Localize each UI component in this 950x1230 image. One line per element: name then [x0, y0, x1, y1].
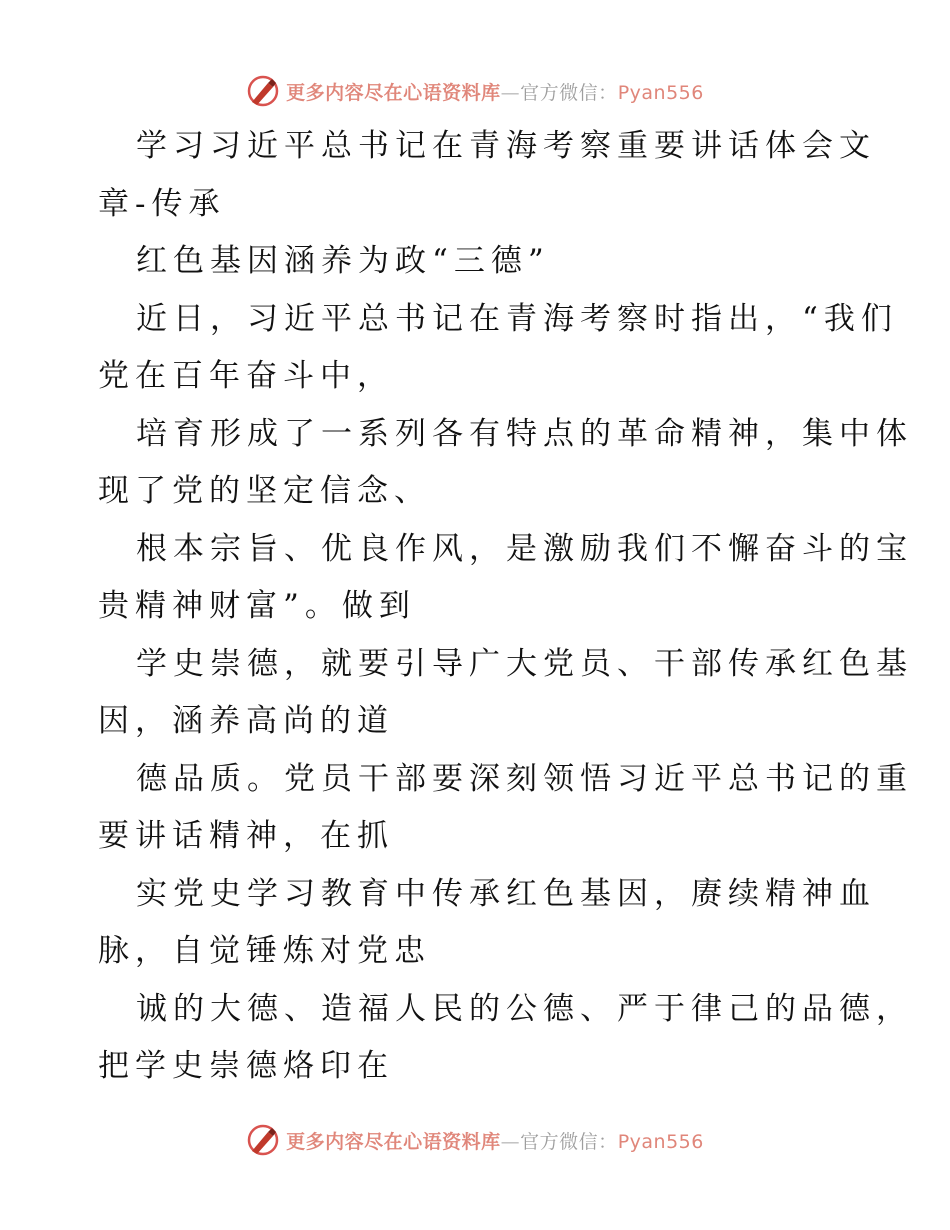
pen-nib-circle-icon — [246, 1123, 280, 1157]
paragraph-title: 学习习近平总书记在青海考察重要讲话体会文 章-传承 — [98, 128, 876, 222]
paragraph: 培育形成了一系列各有特点的革命精神，集中体 现了党的坚定信念、 — [98, 415, 913, 509]
footer-watermark — [0, 1120, 950, 1160]
paragraph: 德品质。党员干部要深刻领悟习近平总书记的重 要讲话精神，在抓 — [98, 760, 913, 854]
paragraph: 根本宗旨、优良作风，是激励我们不懈奋斗的宝 贵精神财富”。做到 — [98, 530, 913, 624]
paragraph: 近日，习近平总书记在青海考察时指出，“我们 党在百年奋斗中， — [98, 300, 898, 394]
document-body — [98, 118, 913, 1096]
watermark-text: 更多内容尽在心语资料库—官方微信：Pyan556 — [286, 81, 704, 104]
paragraph-subtitle: 红色基因涵养为政“三德” — [136, 243, 550, 279]
header-watermark — [0, 71, 950, 111]
watermark-text: 更多内容尽在心语资料库—官方微信：Pyan556 — [286, 1130, 704, 1153]
paragraph: 实党史学习教育中传承红色基因，赓续精神血 脉，自觉锤炼对党忠 — [98, 875, 876, 969]
paragraph: 诚的大德、造福人民的公德、严于律己的品德， 把学史崇德烙印在 — [98, 990, 913, 1084]
paragraph: 学史崇德，就要引导广大党员、干部传承红色基 因，涵养高尚的道 — [98, 645, 913, 739]
pen-nib-circle-icon — [246, 74, 280, 108]
